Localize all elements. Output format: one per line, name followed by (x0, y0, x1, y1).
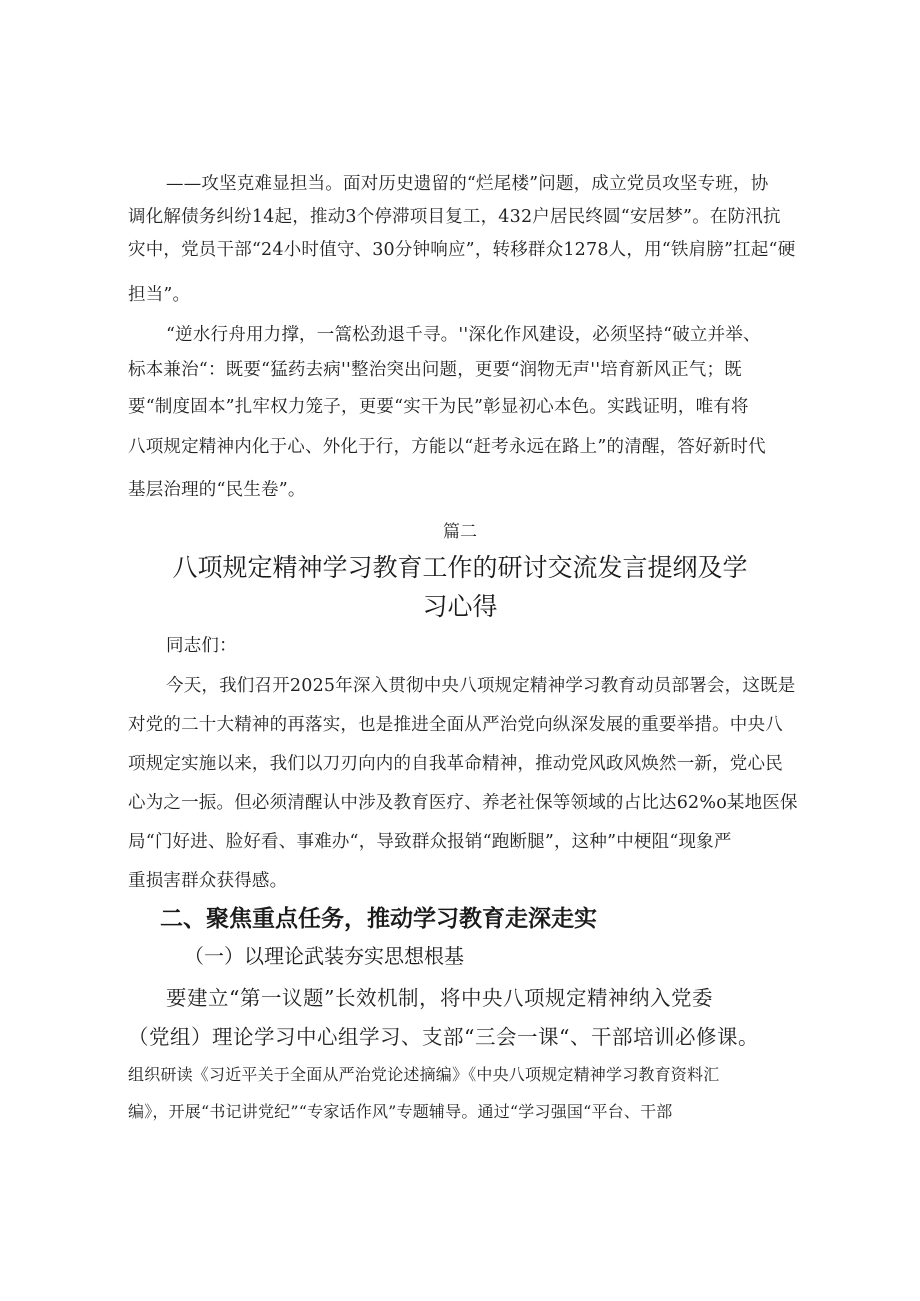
paragraph-line: 心为之一振。但必须清醒认中涉及教育医疗、养老社保等领域的占比达62%o某地医保 (128, 793, 798, 813)
paragraph-line: 八项规定精神内化于心、外化于行，方能以“赶考永远在路上”的清醒，答好新时代 (128, 437, 766, 457)
paragraph-line: 基层治理的“民生卷”。 (128, 480, 306, 500)
paragraph-line: 担当”。 (128, 285, 191, 305)
paragraph-line: 编》，开展“书记讲党纪”“专家话作风”专题辅导。通过“学习强国“平台、干部 (128, 1102, 673, 1121)
paragraph-line: 标本兼治“：既要“猛药去病''整治突出问题，更要“润物无声''培育新风正气；既 (128, 360, 742, 380)
greeting: 同志们： (166, 636, 237, 656)
paragraph-line: 调化解债务纠纷14起，推动3个停滞项目复工，432户居民终圆“安居梦”。在防汛抗 (128, 207, 781, 227)
paragraph-line: 重损害群众获得感。 (128, 871, 288, 891)
document-title: 八项规定精神学习教育工作的研讨交流发言提纲及学 (172, 553, 748, 582)
part-label: 篇二 (443, 522, 477, 542)
paragraph-line: 组织研读《习近平关于全面从严治党论述摘编》《中央八项规定精神学习教育资料汇 (128, 1065, 720, 1084)
paragraph-line: 对党的二十大精神的再落实，也是推进全面从严治党向纵深发展的重要举措。中央八 (128, 715, 783, 735)
document-title: 习心得 (422, 592, 498, 621)
paragraph-line: 灾中，党员干部“24小时值守、30分钟响应”，转移群众1278人，用“铁肩膀”扛起“硬 (128, 240, 796, 260)
paragraph-line: ——攻坚克难显担当。面对历史遗留的“烂尾楼”问题，成立党员攻坚专班，协 (166, 174, 769, 194)
paragraph-line: 项规定实施以来，我们以刀刃向内的自我革命精神，推动党风政风焕然一新，党心民 (128, 754, 783, 774)
subsection-heading: （一）以理论武装夯实思想根基 (184, 944, 464, 968)
paragraph-line: “逆水行舟用力撑，一篙松劲退千寻。''深化作风建设，必须坚持“破立并举、 (166, 325, 761, 345)
paragraph-line: 要建立“第一议题”长效机制，将中央八项规定精神纳入党委 (166, 986, 713, 1010)
paragraph-line: 今天，我们召开2025年深入贯彻中央八项规定精神学习教育动员部署会，这既是 (166, 676, 796, 696)
paragraph-line: （党组）理论学习中心组学习、支部“三会一课“、干部培训必修课。 (128, 1025, 759, 1049)
paragraph-line: 局“门好进、脸好看、事难办“，导致群众报销“跑断腿”，这种”中梗阻“现象严 (128, 832, 732, 852)
paragraph-line: 要“制度固本”扎牢权力笼子，更要“实干为民”彰显初心本色。实践证明，唯有将 (128, 397, 749, 417)
section-heading: 二、聚焦重点任务，推动学习教育走深走实 (160, 906, 597, 932)
